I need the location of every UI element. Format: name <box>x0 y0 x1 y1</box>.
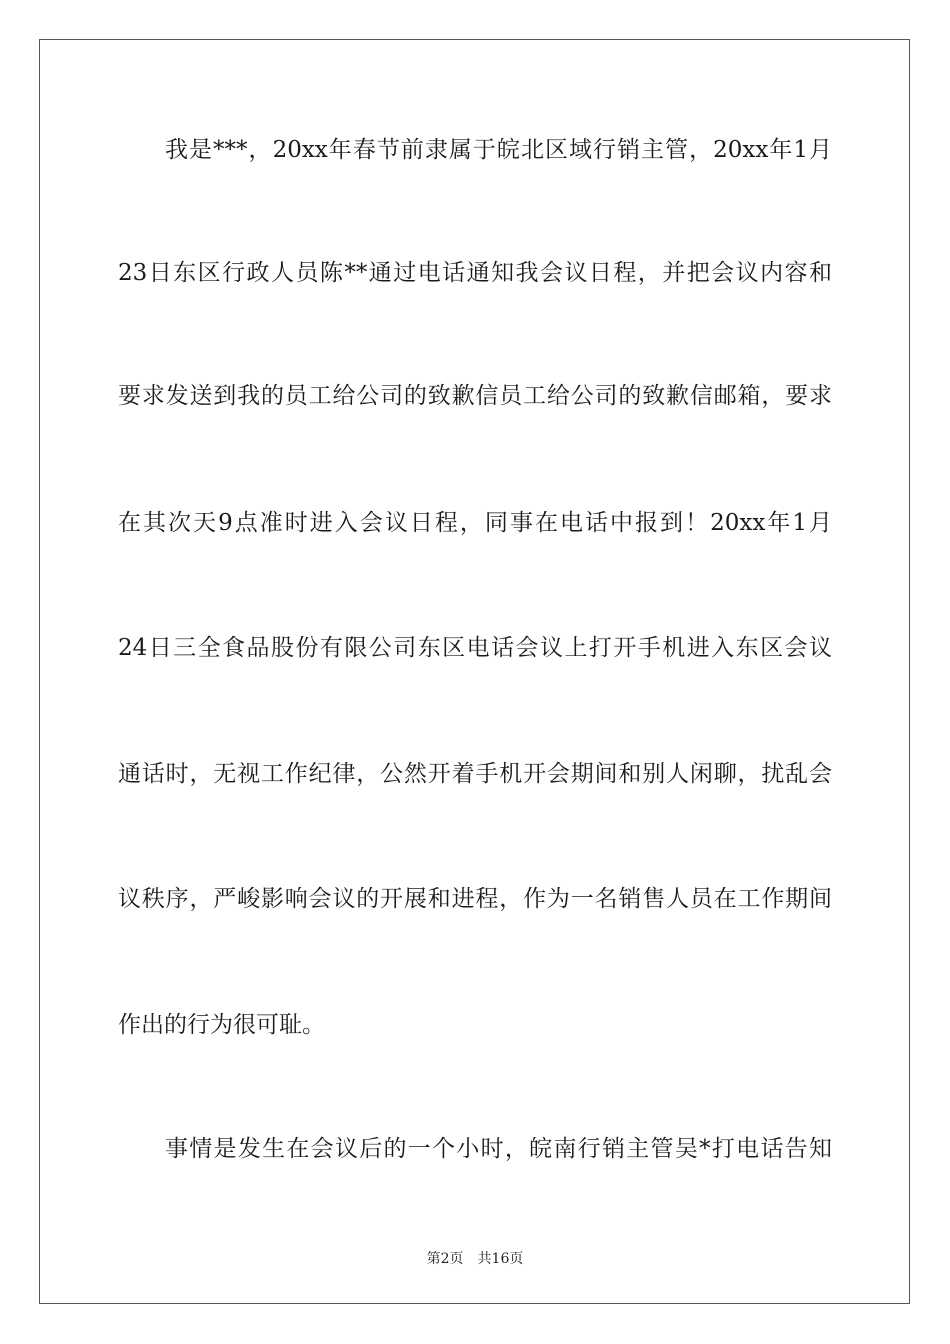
page-number-footer: 第2页 共16页 <box>426 1251 524 1267</box>
paragraph-1-line-2: 23日东区行政人员陈**通过电话通知我会议日程，并把会议内容和 <box>118 260 832 286</box>
paragraph-2-line-1: 事情是发生在会议后的一个小时，皖南行销主管吴*打电话告知 <box>165 1136 832 1162</box>
paragraph-1-line-6: 通话时，无视工作纪律，公然开着手机开会期间和别人闲聊，扰乱会 <box>118 761 832 787</box>
paragraph-1-line-4: 在其次天9点准时进入会议日程，同事在电话中报到！20xx年1月 <box>118 510 832 536</box>
paragraph-1-line-5: 24日三全食品股份有限公司东区电话会议上打开手机进入东区会议 <box>118 635 832 661</box>
page-border <box>39 39 910 1304</box>
paragraph-1-line-3: 要求发送到我的员工给公司的致歉信员工给公司的致歉信邮箱，要求 <box>118 383 832 409</box>
paragraph-1-line-1: 我是***，20xx年春节前隶属于皖北区域行销主管，20xx年1月 <box>165 137 832 163</box>
paragraph-1-line-8: 作出的行为很可耻。 <box>118 1012 325 1038</box>
paragraph-1-line-7: 议秩序，严峻影响会议的开展和进程，作为一名销售人员在工作期间 <box>118 886 832 912</box>
